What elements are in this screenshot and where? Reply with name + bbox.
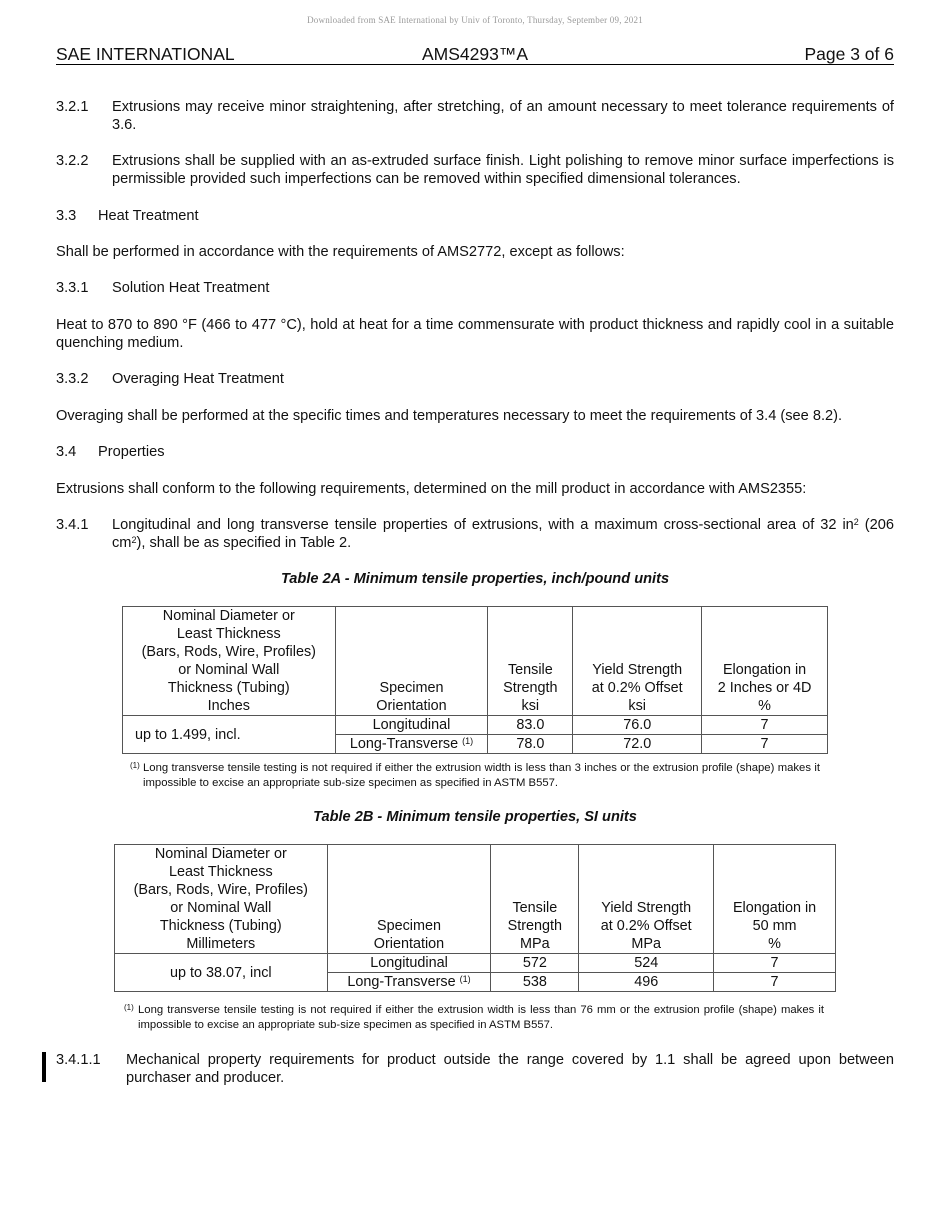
section-number: 3.4.1.1 bbox=[56, 1052, 101, 1068]
section-3-4-1 bbox=[56, 516, 894, 552]
header-nominal-diameter: Nominal Diameter or Least Thickness (Bars, Rods, Wire, Profiles) or Nominal Wall Thickness (Tubing) Inches bbox=[123, 607, 336, 716]
tensile-cell: 83.0 bbox=[488, 716, 573, 735]
section-3-3-2-heading bbox=[56, 370, 894, 388]
table-row bbox=[115, 954, 836, 973]
header-tensile-strength: Tensile Strength ksi bbox=[488, 607, 573, 716]
table-2a bbox=[122, 606, 828, 754]
section-3-3-2-body: Overaging shall be performed at the specific times and temperatures necessary to meet the requirements of 3.4 (see 8.2). bbox=[56, 408, 843, 424]
section-number: 3.3.2 bbox=[56, 371, 89, 387]
section-3-3-body: Shall be performed in accordance with the requirements of AMS2772, except as follows: bbox=[56, 244, 625, 260]
footnote-text: Long transverse tensile testing is not required if either the extrusion width is less than 3 inches or the extrusion profile (shape) makes it impossible to excise an appropriate sub-size specimen as specified in ASTM B557. bbox=[143, 762, 820, 789]
header-specimen-orientation: Specimen Orientation bbox=[327, 845, 491, 954]
section-3-3-heading bbox=[56, 207, 894, 225]
header-specimen-orientation: Specimen Orientation bbox=[335, 607, 488, 716]
table-header-row bbox=[115, 845, 836, 954]
elongation-cell: 7 bbox=[702, 735, 828, 754]
section-number: 3.2.1 bbox=[56, 99, 89, 115]
section-3-2-2 bbox=[56, 152, 894, 188]
section-title: Solution Heat Treatment bbox=[112, 280, 270, 296]
section-3-3-1-body: Heat to 870 to 890 °F (466 to 477 °C), hold at heat for a time commensurate with product thickness and rapidly cool in a suitable quenching medium. bbox=[56, 317, 894, 351]
orientation-cell: Long-Transverse $^{(1)}$ bbox=[335, 735, 488, 754]
section-number: 3.3.1 bbox=[56, 280, 89, 296]
section-number: 3.4.1 bbox=[56, 517, 89, 533]
section-number: 3.2.2 bbox=[56, 153, 89, 169]
header-elongation: Elongation in 2 Inches or 4D % bbox=[702, 607, 828, 716]
elongation-cell: 7 bbox=[714, 954, 836, 973]
tensile-cell: 572 bbox=[491, 954, 579, 973]
range-cell: up to 38.07, incl bbox=[115, 954, 328, 992]
range-cell: up to 1.499, incl. bbox=[123, 716, 336, 754]
table-2a-caption: Table 2A - Minimum tensile properties, inch/pound units bbox=[280, 571, 670, 587]
section-number: 3.3 bbox=[56, 208, 77, 224]
section-title: Overaging Heat Treatment bbox=[112, 371, 284, 387]
table-2a-footnote bbox=[130, 761, 820, 790]
header-organization: SAE INTERNATIONAL bbox=[56, 44, 235, 64]
section-text: Mechanical property requirements for product outside the range covered by 1.1 shall be agreed upon between purchaser and producer. bbox=[126, 1052, 894, 1086]
section-text: Extrusions shall be supplied with an as-extruded surface finish. Light polishing to remove minor surface imperfections is permissible provided such imperfections can be removed within specified dimensional tolerances. bbox=[112, 153, 894, 187]
page-header bbox=[56, 44, 894, 65]
revision-change-bar bbox=[42, 1052, 46, 1082]
header-yield-strength: Yield Strength at 0.2% Offset ksi bbox=[573, 607, 702, 716]
header-document-number: AMS4293™A bbox=[421, 44, 529, 64]
elongation-cell: 7 bbox=[702, 716, 828, 735]
footnote-marker: (1) bbox=[124, 1003, 134, 1012]
tensile-cell: 538 bbox=[491, 973, 579, 992]
section-3-4-1-1 bbox=[56, 1051, 894, 1087]
orientation-cell: Longitudinal bbox=[335, 716, 488, 735]
header-nominal-diameter: Nominal Diameter or Least Thickness (Bars, Rods, Wire, Profiles) or Nominal Wall Thickness (Tubing) Millimeters bbox=[115, 845, 328, 954]
yield-cell: 76.0 bbox=[573, 716, 702, 735]
yield-cell: 496 bbox=[579, 973, 714, 992]
table-2b bbox=[114, 844, 836, 992]
table-header-row bbox=[123, 607, 828, 716]
section-title: Heat Treatment bbox=[98, 208, 199, 224]
section-3-3-1-heading bbox=[56, 279, 894, 297]
orientation-cell: Longitudinal bbox=[327, 954, 491, 973]
section-3-4-heading bbox=[56, 443, 894, 461]
section-text: Extrusions may receive minor straightening, after stretching, of an amount necessary to meet tolerance requirements of 3.6. bbox=[112, 99, 894, 133]
table-row bbox=[123, 716, 828, 735]
elongation-cell: 7 bbox=[714, 973, 836, 992]
orientation-cell: Long-Transverse $^{(1)}$ bbox=[327, 973, 491, 992]
yield-cell: 72.0 bbox=[573, 735, 702, 754]
table-2b-caption: Table 2B - Minimum tensile properties, SI units bbox=[313, 809, 637, 825]
footnote-marker: (1) bbox=[130, 761, 140, 770]
section-3-4-body: Extrusions shall conform to the following requirements, determined on the mill product in accordance with AMS2355: bbox=[56, 481, 807, 497]
table-2b-footnote bbox=[124, 1003, 824, 1032]
section-text: Longitudinal and long transverse tensile properties of extrusions, with a maximum cross-sectional area of 32 $in^2$ (206 $cm^2$), shall be as specified in Table 2. bbox=[112, 517, 894, 551]
header-tensile-strength: Tensile Strength MPa bbox=[491, 845, 579, 954]
section-3-2-1 bbox=[56, 98, 894, 134]
header-elongation: Elongation in 50 mm % bbox=[714, 845, 836, 954]
section-number: 3.4 bbox=[56, 444, 77, 460]
header-page-number: Page 3 of 6 bbox=[804, 44, 894, 64]
header-yield-strength: Yield Strength at 0.2% Offset MPa bbox=[579, 845, 714, 954]
footnote-text: Long transverse tensile testing is not required if either the extrusion width is less than 76 mm or the extrusion profile (shape) makes it impossible to excise an appropriate sub-size specimen as specified in ASTM B557. bbox=[138, 1004, 824, 1031]
download-watermark: Downloaded from SAE International by Univ of Toronto, Thursday, September 09, 2021 bbox=[307, 15, 643, 25]
yield-cell: 524 bbox=[579, 954, 714, 973]
tensile-cell: 78.0 bbox=[488, 735, 573, 754]
section-title: Properties bbox=[98, 444, 165, 460]
